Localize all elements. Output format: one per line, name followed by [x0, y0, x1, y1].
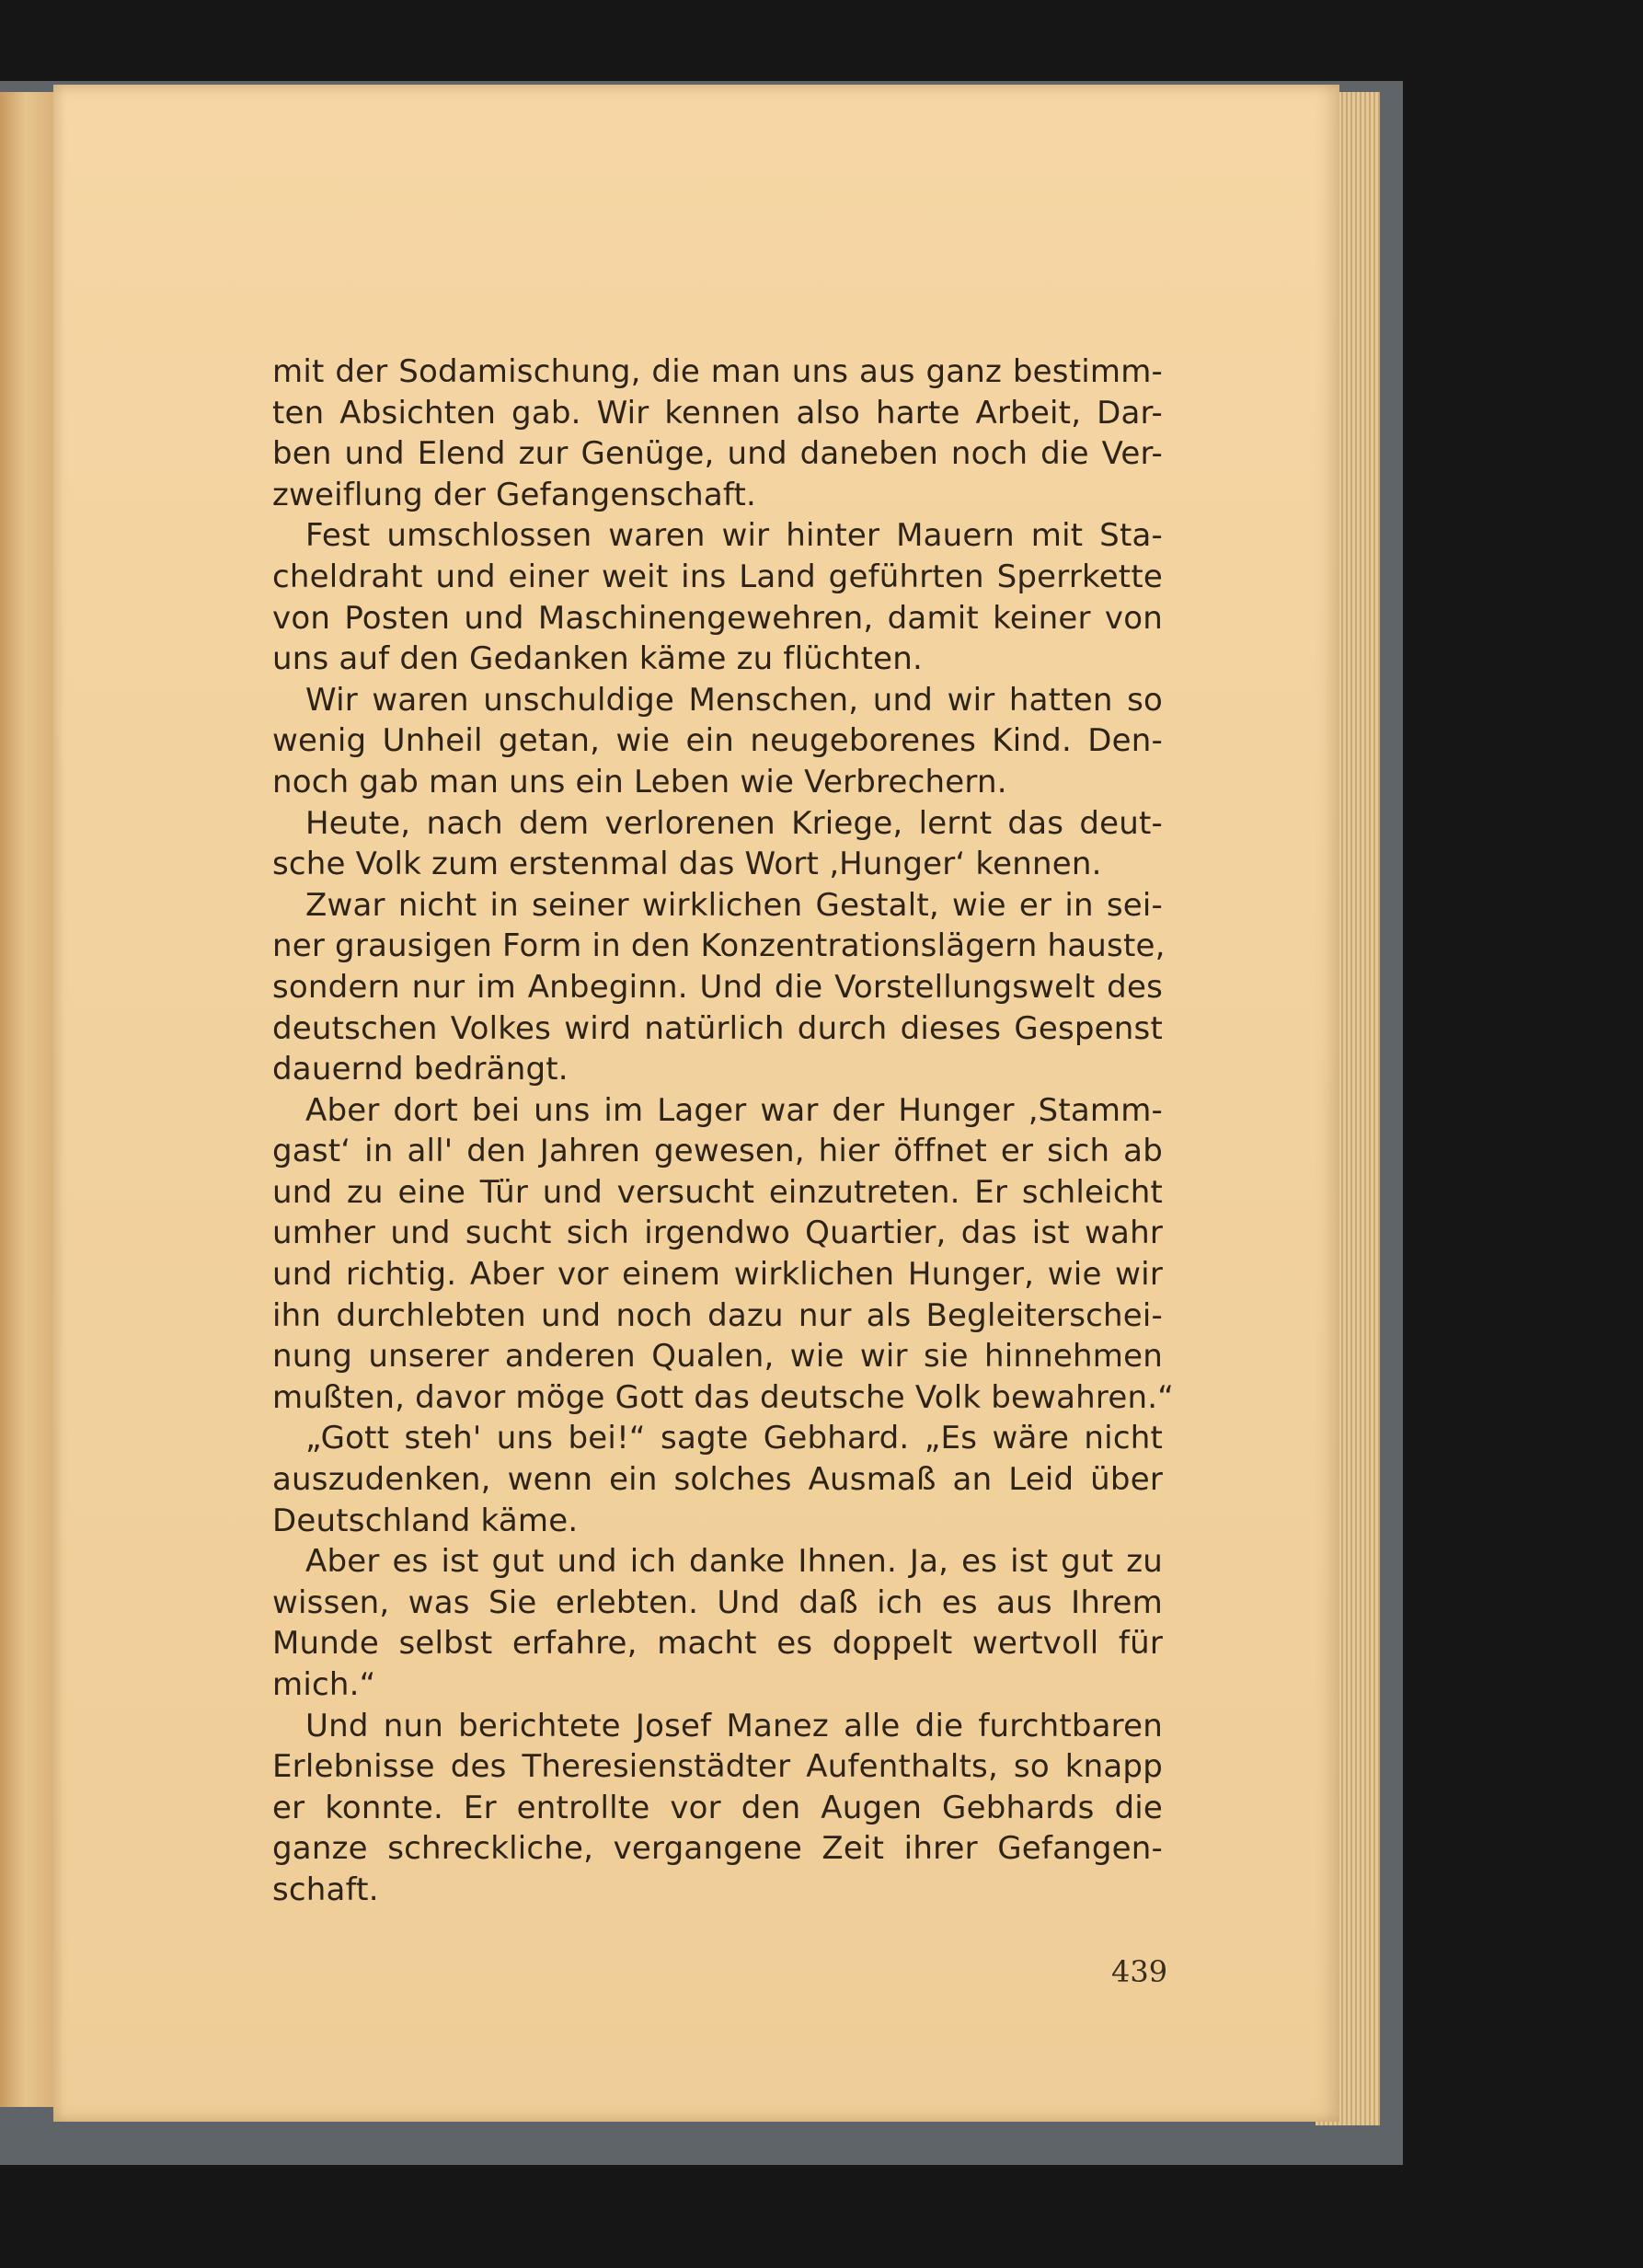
- page-number: 439: [1111, 1954, 1168, 1989]
- text-line: Heute, nach dem verlorenen Kriege, lernt das deut-: [305, 804, 1163, 842]
- text-line: und zu eine Tür und versucht einzutreten. Er schleicht: [272, 1173, 1163, 1211]
- book-page: [53, 85, 1339, 2122]
- text-line: ner grausigen Form in den Konzentrationslägern hauste,: [272, 927, 1166, 965]
- text-line: Aber dort bei uns im Lager war der Hunger ‚Stamm-: [305, 1091, 1163, 1129]
- text-line: cheldraht und einer weit ins Land geführten Sperrkette: [272, 558, 1163, 595]
- body-text: [272, 351, 1175, 1911]
- text-line: von Posten und Maschinengewehren, damit keiner von: [272, 599, 1163, 637]
- text-line: Und nun berichtete Josef Manez alle die furchtbaren: [305, 1707, 1163, 1744]
- text-line: Aber es ist gut und ich danke Ihnen. Ja, es ist gut zu: [305, 1543, 1163, 1581]
- text-line: zweiflung der Gefangenschaft.: [272, 476, 756, 513]
- text-line: mich.“: [272, 1666, 376, 1703]
- text-line: Zwar nicht in seiner wirklichen Gestalt, wie er in sei-: [305, 886, 1163, 924]
- text-line: sche Volk zum erstenmal das Wort ‚Hunger‘ kennen.: [272, 846, 1102, 883]
- paragraph: [272, 1541, 1163, 1705]
- text-line: dauernd bedrängt.: [272, 1051, 569, 1088]
- text-line: auszudenken, wenn ein solches Ausmaß an Leid über: [272, 1461, 1163, 1499]
- text-line: umher und sucht sich irgendwo Quartier, das ist wahr: [272, 1215, 1163, 1252]
- text-line: ten Absichten gab. Wir kennen also harte Arbeit, Dar-: [272, 394, 1163, 432]
- paragraph: [272, 515, 1163, 679]
- text-line: noch gab man uns ein Leben wie Verbrechern.: [272, 763, 1007, 800]
- paragraph: [272, 1706, 1163, 1911]
- text-line: Deutschland käme.: [272, 1502, 579, 1539]
- text-line: wissen, was Sie erlebten. Und daß ich es aus Ihrem: [272, 1583, 1163, 1621]
- paragraph: [272, 885, 1166, 1090]
- text-line: mußten, davor möge Gott das deutsche Volk bewahren.“: [272, 1378, 1175, 1416]
- paragraph: [272, 351, 1163, 515]
- text-line: uns auf den Gedanken käme zu flüchten.: [272, 640, 924, 678]
- text-line: ihn durchlebten und noch dazu nur als Begleiterschei-: [272, 1296, 1163, 1334]
- text-line: schaft.: [272, 1871, 379, 1908]
- text-line: gast‘ in all' den Jahren gewesen, hier öffnet er sich ab: [272, 1133, 1163, 1170]
- text-line: ganze schreckliche, vergangene Zeit ihrer Gefangen-: [272, 1830, 1163, 1868]
- text-line: ben und Elend zur Genüge, und daneben noch die Ver-: [272, 435, 1163, 473]
- text-line: Fest umschlossen waren wir hinter Mauern mit Sta-: [305, 517, 1163, 555]
- paragraph: [272, 803, 1163, 885]
- text-line: Erlebnisse des Theresienstädter Aufenthalts, so knapp: [272, 1748, 1163, 1786]
- text-line: „Gott steh' uns bei!“ sagte Gebhard. „Es wäre nicht: [305, 1420, 1163, 1457]
- paragraph: [272, 1418, 1163, 1541]
- text-line: deutschen Volkes wird natürlich durch dieses Gespenst: [272, 1009, 1163, 1047]
- text-line: mit der Sodamischung, die man uns aus ganz bestimm-: [272, 353, 1163, 390]
- text-line: sondern nur im Anbeginn. Und die Vorstellungswelt des: [272, 968, 1163, 1006]
- text-line: wenig Unheil getan, wie ein neugeborenes Kind. Den-: [272, 722, 1163, 760]
- text-line: Munde selbst erfahre, macht es doppelt wertvoll für: [272, 1625, 1163, 1663]
- paragraph: [272, 680, 1163, 803]
- text-line: er konnte. Er entrollte vor den Augen Gebhards die: [272, 1789, 1163, 1826]
- text-line: Wir waren unschuldige Menschen, und wir hatten so: [305, 681, 1163, 719]
- text-line: nung unserer anderen Qualen, wie wir sie hinnehmen: [272, 1338, 1163, 1376]
- paragraph: [272, 1090, 1175, 1419]
- text-line: und richtig. Aber vor einem wirklichen Hunger, wie wir: [272, 1256, 1163, 1294]
